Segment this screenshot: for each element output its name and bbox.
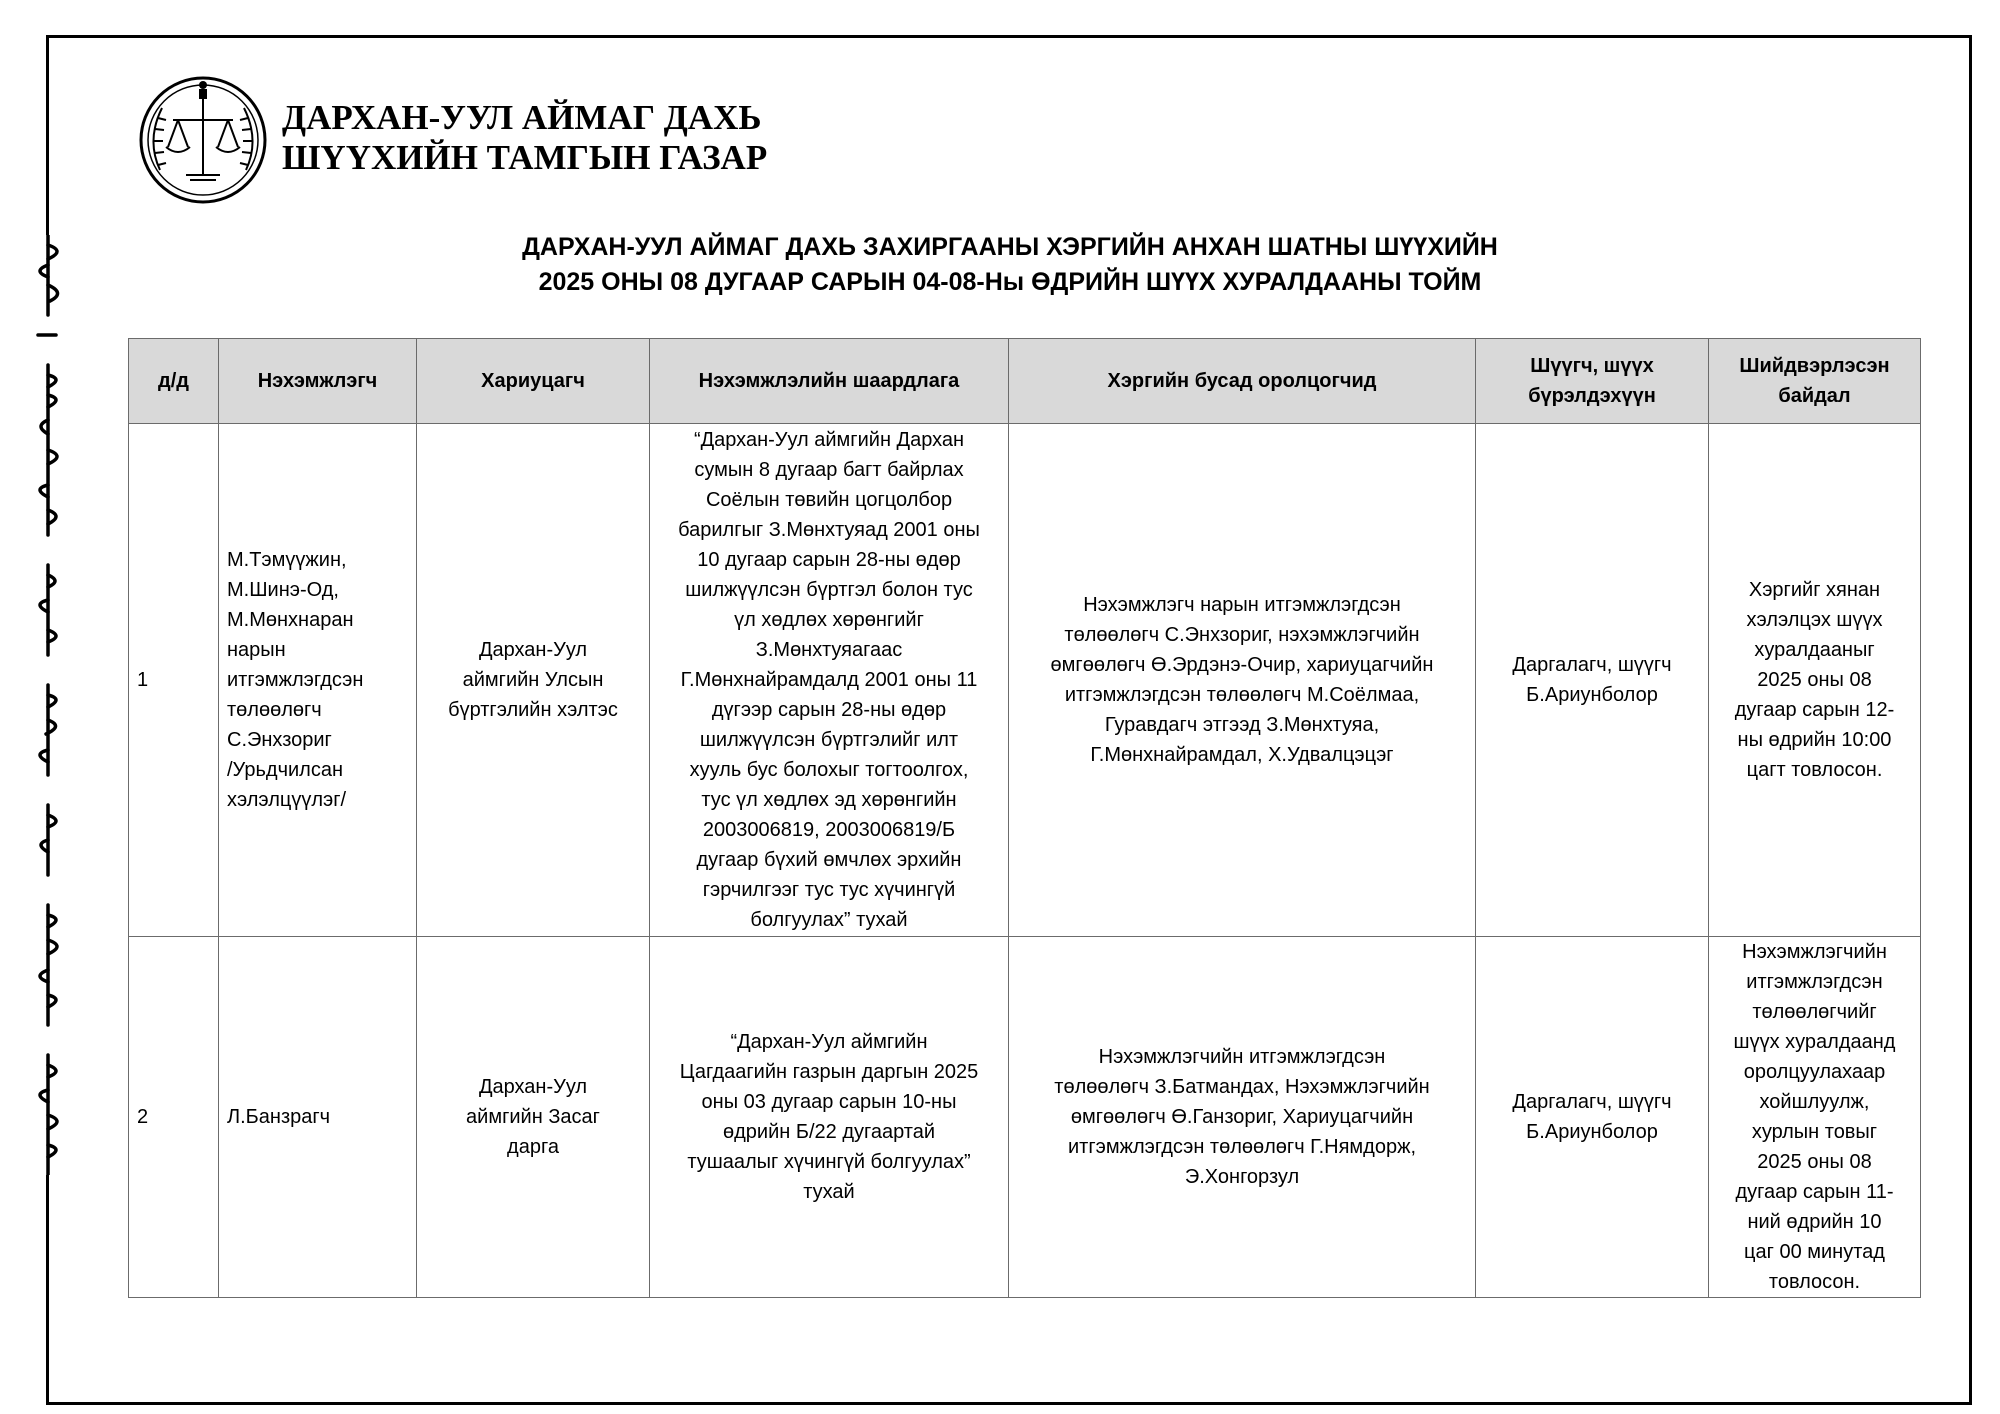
cell-line: цагт товлосон. [1746,759,1883,781]
column-header-judge-line1: Шүүгч, шүүх [1530,355,1654,377]
cell-line: шүүх хуралдаанд [1733,1031,1896,1053]
cell-line: бүртгэлийн хэлтэс [448,699,618,721]
cell-line: сумын 8 дугаар багт байрлах [694,459,964,481]
cell-plaintiff [219,937,417,1298]
cell-line: Г.Мөнхнайрамдалд 2001 оны 11 [680,669,978,691]
cell-line: /Урьдчилсан [227,759,344,781]
cell-line: хууль бус болохыг тогтоолгох, [689,759,969,781]
cell-line: нарын [227,639,286,661]
cell-line: 2025 оны 08 [1757,669,1872,691]
cell-line: дүгээр сарын 28-ны өдөр [711,699,947,721]
cell-line: болгуулах” тухай [750,909,908,931]
organization-name [282,98,767,178]
cell-line: хэлэлцэх шүүх [1746,609,1883,631]
cell-claim [650,424,1009,937]
cell-line: Э.Хонгорзул [1184,1166,1300,1188]
cell-line: өдрийн Б/22 дугаартай [722,1121,936,1143]
cell-line: 10 дугаар сарын 28-ны өдөр [697,549,961,571]
page-border-left-upper [46,35,49,235]
cell-line: Дархан-Уул [478,1076,588,1098]
cell-line: төлөөлөгч С.Энхзориг, нэхэмжлэгчийн [1064,624,1420,646]
cell-line: “Дархан-Уул аймгийн Дархан [693,429,965,451]
cell-line: Хэргийг хянан [1748,579,1881,601]
column-header-claim: Нэхэмжлэлийн шаардлага [650,339,1009,424]
cell-line: Гуравдагч этгээд З.Мөнхтуяа, [1104,714,1380,736]
column-header-judge [1476,339,1709,424]
column-header-decision-line2: байдал [1778,385,1851,407]
cell-line: дугаар сарын 12- [1734,699,1895,721]
cell-line: Г.Мөнхнайрамдал, Х.Удвалцэцэг [1090,744,1394,766]
cell-decision [1709,424,1921,937]
cell-line: З.Мөнхтуяагаас [755,639,903,661]
column-header-participants: Хэргийн бусад оролцогчид [1009,339,1476,424]
cell-num: 2 [129,937,219,1298]
cell-line: Нэхэмжлэгчийн [1742,941,1887,963]
cell-line: өмгөөлөгч Ө.Эрдэнэ-Очир, хариуцагчийн [1050,654,1434,676]
cell-judge [1476,937,1709,1298]
cell-line: төлөөлөгч [227,699,322,721]
cell-line: барилгыг З.Мөнхтуяад 2001 оны [678,519,980,541]
column-header-decision [1709,339,1921,424]
cell-line: хурлын товыг [1751,1121,1878,1143]
document-title [420,230,1600,300]
column-header-decision-line1: Шийдвэрлэсэн [1739,355,1890,377]
cell-line: Даргалагч, шүүгч [1512,654,1672,676]
cell-participants [1009,937,1476,1298]
cell-line: М.Мөнхнаран [227,609,354,631]
cell-line: төлөөлөгчийг [1752,1001,1877,1023]
cell-defendant [417,937,650,1298]
column-header-judge-line2: бүрэлдэхүүн [1528,385,1656,407]
cell-line: ны өдрийн 10:00 [1737,729,1892,751]
cell-line: хойшлуулж, [1759,1091,1870,1113]
cell-line: Даргалагч, шүүгч [1512,1091,1672,1113]
cell-line: Нэхэмжлэгчийн итгэмжлэгдсэн [1098,1046,1386,1068]
cell-line: аймгийн Засаг [466,1106,600,1128]
cell-line: шилжүүлсэн бүртгэл болон тус [685,579,973,601]
cell-line: Нэхэмжлэгч нарын итгэмжлэгдсэн [1083,594,1401,616]
cell-line: аймгийн Улсын [462,669,604,691]
cell-defendant [417,424,650,937]
cell-line: хэлэлцүүлэг/ [227,789,347,811]
cell-line: дарга [507,1136,559,1158]
cell-line: товлосон. [1768,1271,1861,1293]
cell-line: Б.Ариунболор [1526,1121,1658,1143]
cell-line: Соёлын төвийн цогцолбор [705,489,953,511]
cell-line: дугаар сарын 11- [1735,1181,1894,1203]
cell-line: тухай [803,1181,855,1203]
cell-line: “Дархан-Уул аймгийн [730,1031,928,1053]
table-header-row [129,339,1921,424]
document-title-line2: 2025 ОНЫ 08 ДУГААР САРЫН 04-08-Ны ӨДРИЙН ШҮҮХ ХУРАЛДААНЫ ТОЙМ [538,268,1482,296]
cell-plaintiff [219,424,417,937]
court-emblem-icon [138,75,268,205]
cell-line: тушаалыг хүчингүй болгуулах” [687,1151,971,1173]
column-header-defendant: Хариуцагч [417,339,650,424]
cell-decision [1709,937,1921,1298]
organization-name-line1: ДАРХАН-УУЛ АЙМАГ ДАХЬ [282,98,762,137]
cell-line: С.Энхзориг [227,729,332,751]
cell-line: Дархан-Уул [478,639,588,661]
cell-line: шилжүүлсэн бүртгэлийг илт [699,729,959,751]
column-header-plaintiff: Нэхэмжлэгч [219,339,417,424]
cell-line: Б.Ариунболор [1526,684,1658,706]
page-border-right [1969,35,1972,1405]
cell-claim [650,937,1009,1298]
column-header-num: д/д [129,339,219,424]
table-row [129,424,1921,937]
cell-num: 1 [129,424,219,937]
cell-line: Цагдаагийн газрын даргын 2025 [679,1061,979,1083]
page-border-left-lower [46,1175,49,1405]
page-border-bottom [46,1402,1972,1405]
cell-line: өмгөөлөгч Ө.Ганзориг, Хариуцагчийн [1070,1106,1414,1128]
court-hearings-table [128,338,1921,1298]
cell-line: итгэмжлэгдсэн төлөөлөгч М.Соёлмаа, [1064,684,1420,706]
cell-line: итгэмжлэгдсэн төлөөлөгч Г.Нямдорж, [1067,1136,1417,1158]
cell-participants [1009,424,1476,937]
cell-line: ний өдрийн 10 [1747,1211,1882,1233]
cell-line: М.Тэмүүжин, [227,549,347,571]
cell-line: үл хөдлөх хөрөнгийг [734,609,924,631]
cell-line: тус үл хөдлөх эд хөрөнгийн [701,789,957,811]
cell-line: оролцуулахаар [1743,1061,1886,1083]
mongolian-script-vertical-motto [20,235,76,1175]
cell-line: итгэмжлэгдсэн [227,669,364,691]
page-border-top [46,35,1972,38]
table-row [129,937,1921,1298]
cell-line: 2003006819, 2003006819/Б [702,819,956,841]
cell-line: гэрчилгээг тус тус хүчингүй [702,879,956,901]
cell-line: оны 03 дугаар сарын 10-ны [701,1091,957,1113]
document-title-line1: ДАРХАН-УУЛ АЙМАГ ДАХЬ ЗАХИРГААНЫ ХЭРГИЙН АНХАН ШАТНЫ ШҮҮХИЙН [522,233,1498,261]
organization-name-line2: ШҮҮХИЙН ТАМГЫН ГАЗАР [282,138,768,177]
cell-line: дугаар бүхий өмчлөх эрхийн [696,849,962,871]
cell-line: 2025 оны 08 [1757,1151,1872,1173]
cell-line: хуралдааныг [1754,639,1875,661]
cell-line: М.Шинэ-Од, [227,579,339,601]
cell-line: Л.Банзрагч [227,1106,331,1128]
cell-line: төлөөлөгч З.Батмандах, Нэхэмжлэгчийн [1054,1076,1430,1098]
cell-judge [1476,424,1709,937]
cell-line: цаг 00 минутад [1744,1241,1885,1263]
cell-line: итгэмжлэгдсэн [1746,971,1883,993]
